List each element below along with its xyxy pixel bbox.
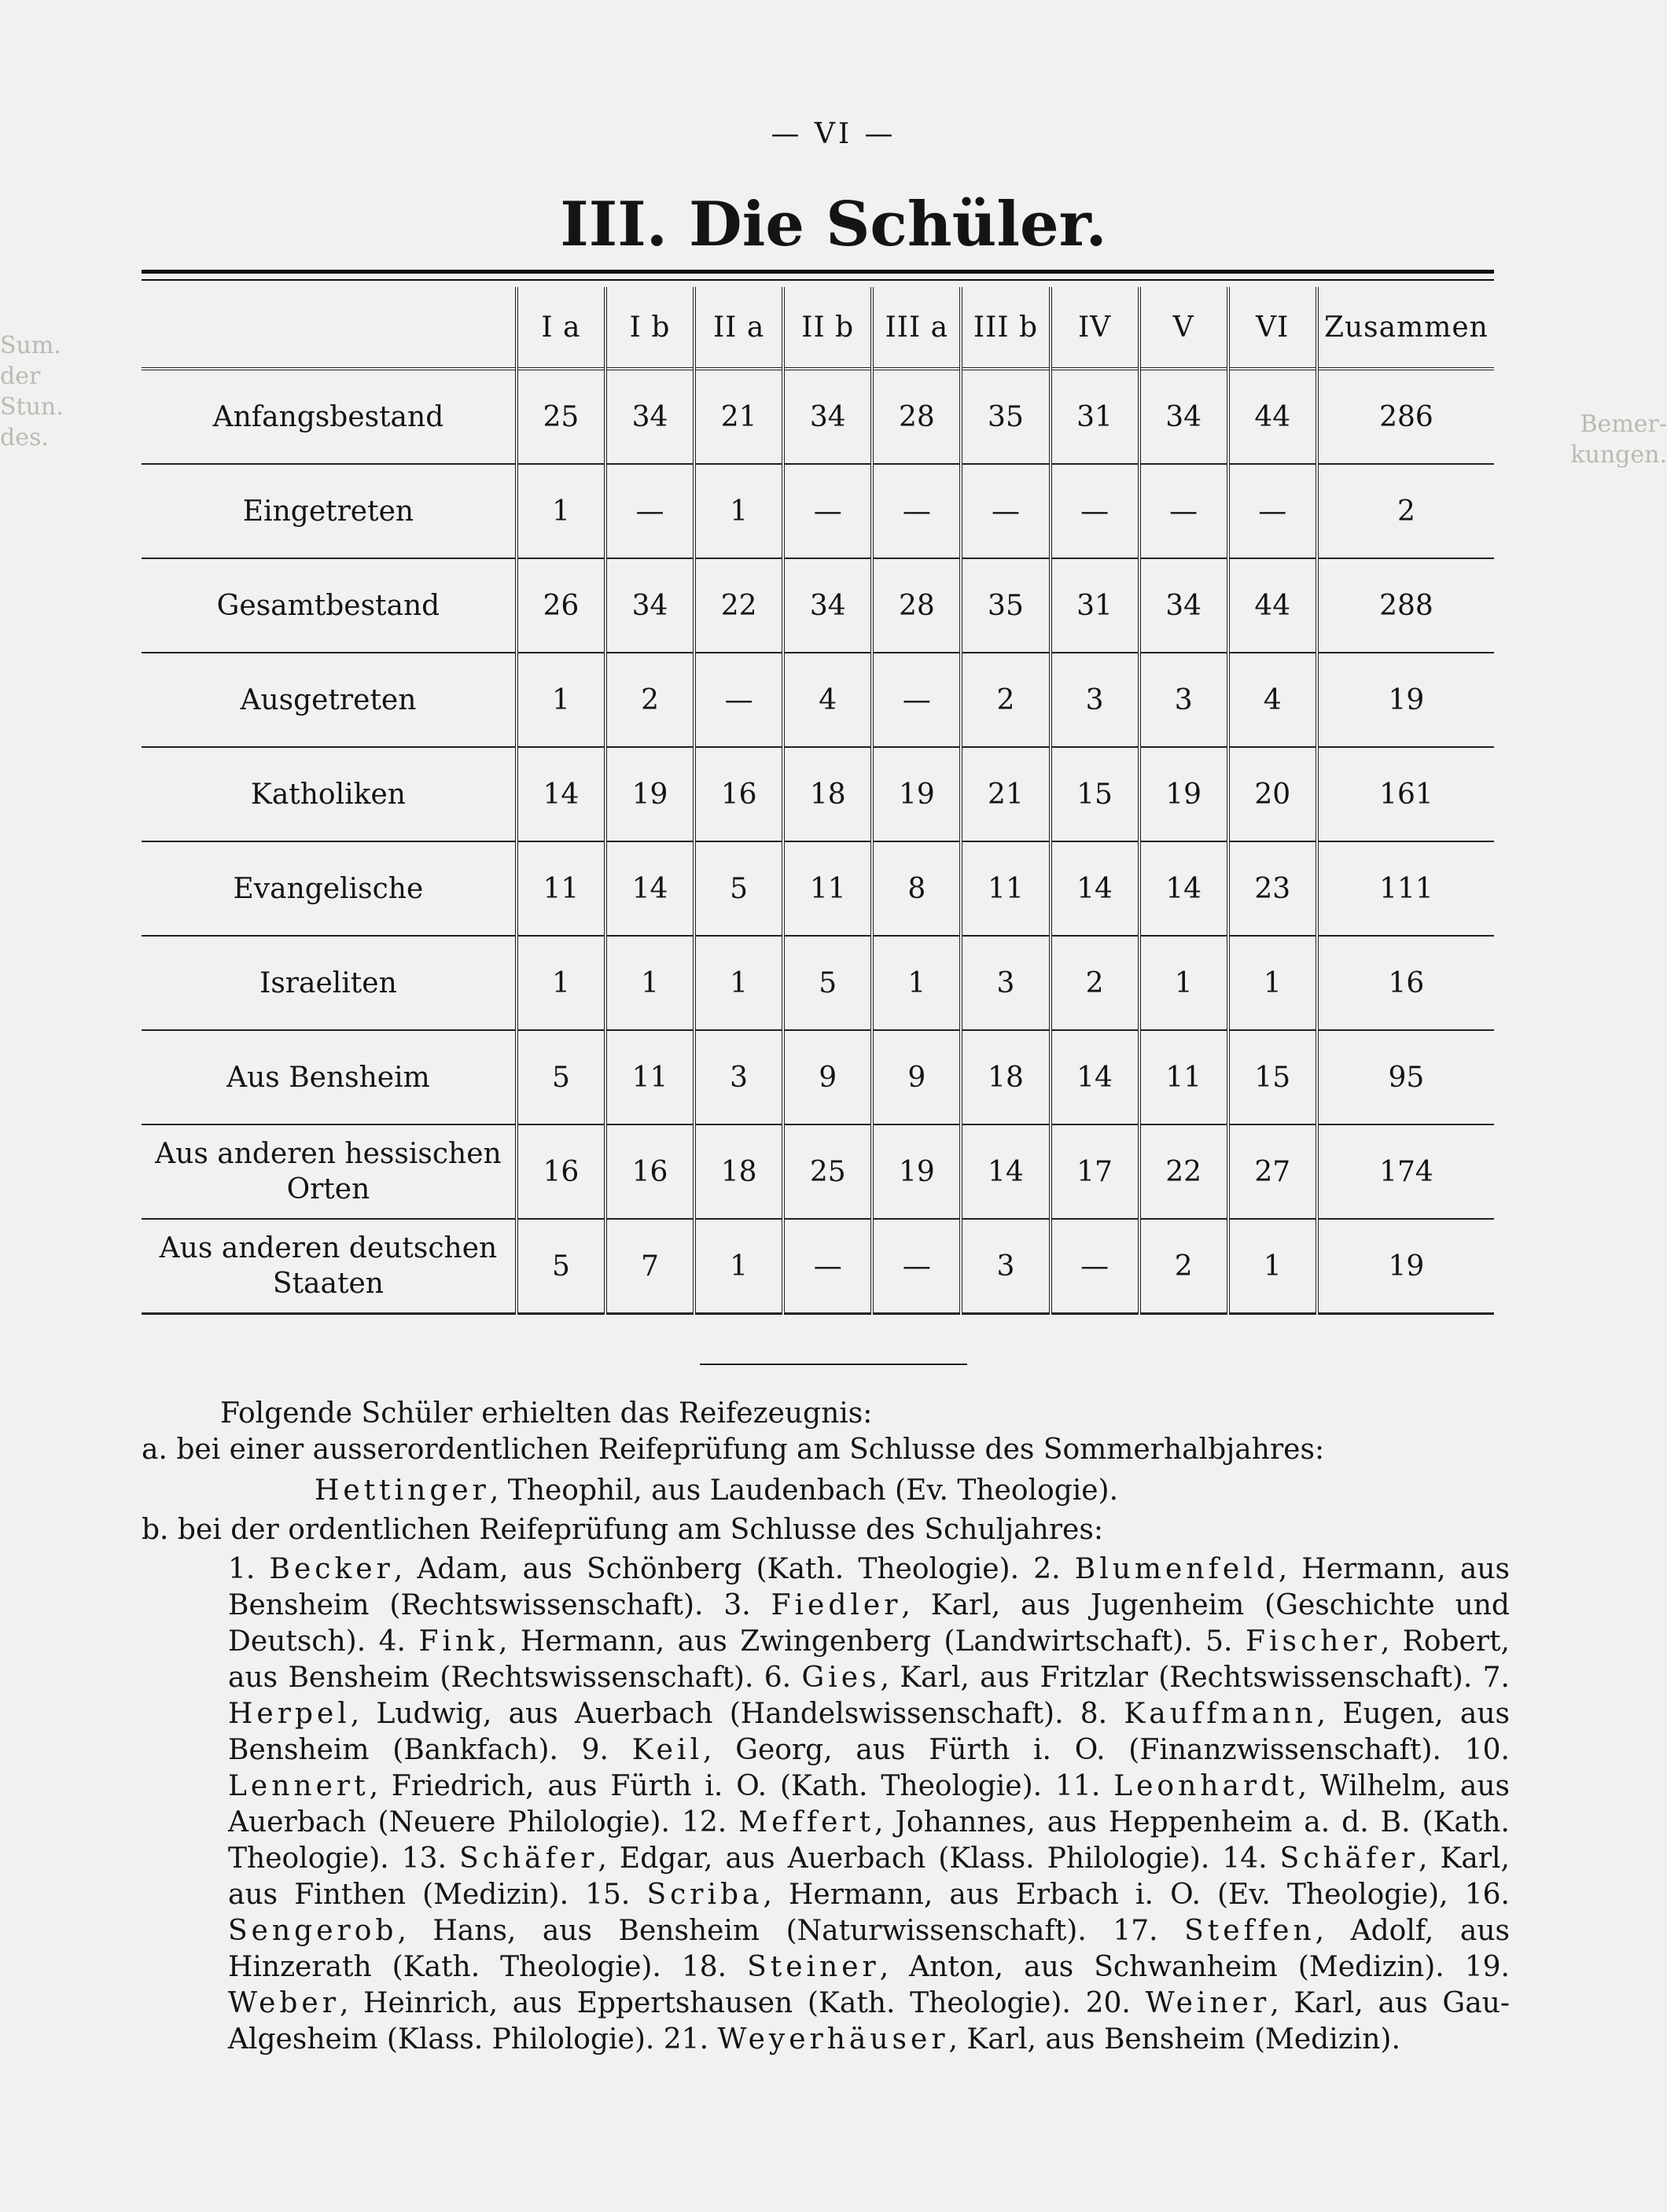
table-cell: 1 <box>694 1219 783 1314</box>
table-row <box>142 464 1494 558</box>
student-details: , Eugen, aus Bensheim (Bankfach). <box>228 1698 1510 1766</box>
reife-intro: Folgende Schüler erhielten das Reifezeugnis: <box>220 1397 873 1430</box>
column-header: I b <box>605 287 694 369</box>
table-cell: 35 <box>961 558 1050 653</box>
student-number: 5. <box>1205 1625 1233 1658</box>
table-cell: — <box>1228 464 1317 558</box>
table-cell: 31 <box>1051 369 1139 464</box>
student-details: , Adolf, aus Hinzerath (Kath. Theologie). <box>228 1915 1510 1983</box>
table-cell: 4 <box>783 653 872 747</box>
table-cell: — <box>1051 464 1139 558</box>
student-name: Scriba <box>646 1879 764 1911</box>
table-end-rule <box>700 1364 967 1365</box>
table-cell: 17 <box>1051 1124 1139 1219</box>
page-title: III. Die Schüler. <box>560 189 1107 260</box>
table-cell: 22 <box>1139 1124 1228 1219</box>
table-cell: — <box>783 464 872 558</box>
table-cell: 34 <box>783 369 872 464</box>
student-details: , Hermann, aus Erbach i. O. (Ev. Theologie), <box>763 1879 1448 1911</box>
student-name: Schäfer <box>459 1842 598 1875</box>
student-details: , Karl, aus Fritzlar (Rechtswissenschaft). <box>880 1662 1473 1694</box>
table-cell: 1 <box>517 936 605 1030</box>
table-cell: — <box>872 653 961 747</box>
table-cell: 2 <box>605 653 694 747</box>
student-name: Keil <box>631 1734 704 1766</box>
row-label: Gesamtbestand <box>216 589 440 622</box>
student-name: Schäfer <box>1279 1842 1419 1875</box>
table-cell: 1 <box>517 464 605 558</box>
table-cell: 2 <box>961 653 1050 747</box>
table-cell: 21 <box>961 747 1050 841</box>
student-number: 19. <box>1464 1951 1510 1983</box>
table-cell: 15 <box>1051 747 1139 841</box>
student-number: 7. <box>1482 1662 1510 1694</box>
student-number: 13. <box>401 1842 447 1875</box>
column-header: IV <box>1051 287 1139 369</box>
table-cell: 14 <box>1139 841 1228 936</box>
reife-section-b: b. bei der ordentlichen Reifeprüfung am Schlusse des Schuljahres: <box>142 1514 1103 1546</box>
table-cell: 16 <box>605 1124 694 1219</box>
table-cell: 21 <box>694 369 783 464</box>
table-cell: 3 <box>961 936 1050 1030</box>
table-cell: 3 <box>1051 653 1139 747</box>
student-name: Kauffmann <box>1124 1698 1317 1730</box>
table-row <box>142 653 1494 747</box>
table-cell: 16 <box>694 747 783 841</box>
student-name: Meffert <box>738 1806 875 1838</box>
row-total: 16 <box>1317 936 1494 1030</box>
table-cell: 2 <box>1139 1219 1228 1314</box>
student-name: Blumenfeld <box>1074 1553 1279 1585</box>
table-cell: 14 <box>1051 841 1139 936</box>
table-cell: — <box>872 1219 961 1314</box>
table-cell: — <box>605 464 694 558</box>
student-number: 15. <box>585 1879 631 1911</box>
table-cell: 19 <box>872 747 961 841</box>
table-cell: 2 <box>1051 936 1139 1030</box>
student-name: Lennert <box>228 1770 370 1802</box>
table-row <box>142 936 1494 1030</box>
table-cell: — <box>1051 1219 1139 1314</box>
student-name: Hettinger <box>315 1474 490 1507</box>
column-header: III b <box>961 287 1050 369</box>
table-cell: 3 <box>694 1030 783 1124</box>
student-number: 4. <box>378 1625 406 1658</box>
student-name: Weyerhäuser <box>717 2023 949 2056</box>
table-cell: 34 <box>783 558 872 653</box>
student-name: Steffen <box>1184 1915 1316 1947</box>
table-top-rule-thin <box>142 279 1494 281</box>
table-cell: 1 <box>1228 936 1317 1030</box>
table-cell: — <box>1139 464 1228 558</box>
table-cell: 22 <box>694 558 783 653</box>
table-cell: 11 <box>517 841 605 936</box>
student-number: 11. <box>1055 1770 1101 1802</box>
table-cell: — <box>961 464 1050 558</box>
table-cell: 27 <box>1228 1124 1317 1219</box>
table-cell: 9 <box>783 1030 872 1124</box>
student-details: , Heinrich, aus Eppertshausen (Kath. Theologie). <box>339 1987 1071 2019</box>
student-number: 21. <box>663 2023 709 2056</box>
table-cell: 5 <box>517 1030 605 1124</box>
table-cell: 19 <box>605 747 694 841</box>
student-name: Becker <box>269 1553 394 1585</box>
table-cell: — <box>694 653 783 747</box>
row-total: 111 <box>1317 841 1494 936</box>
student-name: Fischer <box>1245 1625 1381 1658</box>
table-cell: 16 <box>517 1124 605 1219</box>
table-cell: 11 <box>605 1030 694 1124</box>
student-name: Fink <box>418 1625 499 1658</box>
table-cell: 23 <box>1228 841 1317 936</box>
table-cell: 7 <box>605 1219 694 1314</box>
student-details: , Adam, aus Schönberg (Kath. Theologie). <box>393 1553 1020 1585</box>
row-total: 95 <box>1317 1030 1494 1124</box>
student-details: , Ludwig, aus Auerbach (Handelswissenschaft). <box>350 1698 1064 1730</box>
table-cell: 11 <box>783 841 872 936</box>
column-header: II a <box>694 287 783 369</box>
table-cell: 3 <box>1139 653 1228 747</box>
column-header: V <box>1139 287 1228 369</box>
reife-section-a-student <box>142 1473 1510 1509</box>
row-label: Evangelische <box>233 872 424 905</box>
column-header: VI <box>1228 287 1317 369</box>
table-top-rule <box>142 270 1494 274</box>
row-total: 174 <box>1317 1124 1494 1219</box>
table-cell: 11 <box>1139 1030 1228 1124</box>
student-details: , Hermann, aus Bensheim (Rechtswissenschaft). <box>228 1553 1510 1621</box>
table-cell: 18 <box>694 1124 783 1219</box>
student-name: Leonhardt <box>1113 1770 1298 1802</box>
table-cell: 44 <box>1228 369 1317 464</box>
student-number: 8. <box>1080 1698 1108 1730</box>
table-cell: 3 <box>961 1219 1050 1314</box>
table-row <box>142 558 1494 653</box>
table-cell: — <box>872 464 961 558</box>
table-cell: 14 <box>517 747 605 841</box>
row-label: Aus anderen deutschen Staaten <box>159 1232 498 1300</box>
column-header <box>142 287 517 369</box>
student-number: 9. <box>581 1734 609 1766</box>
row-total: 2 <box>1317 464 1494 558</box>
student-number: 17. <box>1113 1915 1158 1947</box>
reife-section-a: a. bei einer ausserordentlichen Reifeprüfung am Schlusse des Sommerhalbjahres: <box>142 1434 1325 1466</box>
student-number: 10. <box>1464 1734 1510 1766</box>
student-number: 18. <box>681 1951 727 1983</box>
student-details: , Karl, aus Finthen (Medizin). <box>228 1842 1511 1911</box>
column-header: II b <box>783 287 872 369</box>
student-details: , Anton, aus Schwanheim (Medizin). <box>879 1951 1444 1983</box>
row-label: Ausgetreten <box>240 683 417 716</box>
table-cell: 8 <box>872 841 961 936</box>
student-details: , Karl, aus Bensheim (Medizin). <box>948 2023 1400 2056</box>
table-cell: 14 <box>961 1124 1050 1219</box>
table-cell: 34 <box>1139 369 1228 464</box>
table-cell: 1 <box>517 653 605 747</box>
table-cell: 5 <box>694 841 783 936</box>
student-number: 16. <box>1464 1879 1510 1911</box>
row-total: 19 <box>1317 1219 1494 1314</box>
table-cell: 5 <box>517 1219 605 1314</box>
table-cell: 1 <box>1139 936 1228 1030</box>
table-cell: 25 <box>783 1124 872 1219</box>
student-name: Herpel <box>228 1698 351 1730</box>
row-label: Aus Bensheim <box>226 1061 430 1094</box>
table-cell: 18 <box>961 1030 1050 1124</box>
student-details: , Theophil, aus Laudenbach (Ev. Theologie). <box>489 1474 1119 1507</box>
row-total: 19 <box>1317 653 1494 747</box>
row-total: 286 <box>1317 369 1494 464</box>
table-row <box>142 1219 1494 1314</box>
table-cell: 14 <box>1051 1030 1139 1124</box>
student-details: , Robert, aus Bensheim (Rechtswissenschaft). <box>228 1625 1510 1694</box>
table-row <box>142 747 1494 841</box>
table-header-row <box>142 287 1494 369</box>
student-details: , Hans, aus Bensheim (Naturwissenschaft). <box>397 1915 1087 1947</box>
student-details: , Edgar, aus Auerbach (Klass. Philologie). <box>598 1842 1210 1875</box>
table-cell: 28 <box>872 369 961 464</box>
table-cell: 26 <box>517 558 605 653</box>
table-cell: 5 <box>783 936 872 1030</box>
column-header: III a <box>872 287 961 369</box>
bleed-through-left: Sum. der Stun. des. <box>0 332 64 451</box>
student-number: 3. <box>723 1589 751 1621</box>
table-cell: 1 <box>694 936 783 1030</box>
table-cell: 19 <box>1139 747 1228 841</box>
student-details: , Hermann, aus Zwingenberg (Landwirtschaft). <box>498 1625 1193 1658</box>
table-cell: 1 <box>694 464 783 558</box>
bleed-through-right: Bemer- kungen. <box>1570 410 1667 469</box>
table-cell: 1 <box>872 936 961 1030</box>
student-details: , Wilhelm, aus Auerbach (Neuere Philologie). <box>228 1770 1511 1838</box>
table-cell: 35 <box>961 369 1050 464</box>
student-number: 20. <box>1085 1987 1131 2019</box>
table-row <box>142 369 1494 464</box>
student-name: Gies <box>801 1662 881 1694</box>
table-cell: 25 <box>517 369 605 464</box>
table-cell: 34 <box>605 369 694 464</box>
row-label: Aus anderen hessischen Orten <box>155 1138 502 1205</box>
table-cell: 14 <box>605 841 694 936</box>
table-row <box>142 841 1494 936</box>
pupil-statistics-table <box>142 287 1494 1315</box>
row-label: Katholiken <box>250 778 406 811</box>
student-details: , Karl, aus Gau-Algesheim (Klass. Philologie). <box>228 1987 1511 2056</box>
table-cell: 44 <box>1228 558 1317 653</box>
table-cell: 18 <box>783 747 872 841</box>
row-label: Anfangsbestand <box>212 400 444 433</box>
row-label: Eingetreten <box>242 495 414 528</box>
row-total: 161 <box>1317 747 1494 841</box>
table-row <box>142 1030 1494 1124</box>
student-details: , Karl, aus Jugenheim (Geschichte und Deutsch). <box>228 1589 1510 1658</box>
table-cell: 34 <box>605 558 694 653</box>
student-details: , Georg, aus Fürth i. O. (Finanzwissenschaft). <box>703 1734 1441 1766</box>
column-header: I a <box>517 287 605 369</box>
table-cell: 20 <box>1228 747 1317 841</box>
student-number: 2. <box>1033 1553 1061 1585</box>
student-number: 6. <box>764 1662 792 1694</box>
student-details: , Johannes, aus Heppenheim a. d. B. (Kath. Theologie). <box>228 1806 1510 1875</box>
table-cell: 34 <box>1139 558 1228 653</box>
student-name: Fiedler <box>771 1589 902 1621</box>
table-cell: 28 <box>872 558 961 653</box>
table-cell: 1 <box>1228 1219 1317 1314</box>
student-number: 1. <box>228 1553 256 1585</box>
student-number: 14. <box>1222 1842 1268 1875</box>
table-cell: 19 <box>872 1124 961 1219</box>
row-total: 288 <box>1317 558 1494 653</box>
student-name: Sengerob <box>228 1915 398 1947</box>
student-details: , Friedrich, aus Fürth i. O. (Kath. Theologie). <box>369 1770 1043 1802</box>
table-cell: — <box>783 1219 872 1314</box>
row-label: Israeliten <box>259 966 397 999</box>
student-name: Weber <box>228 1987 340 2019</box>
table-cell: 11 <box>961 841 1050 936</box>
column-header: Zusammen <box>1317 287 1494 369</box>
student-number: 12. <box>682 1806 727 1838</box>
reifezeugnis-section <box>142 1396 1510 2058</box>
page-number: — VI — <box>771 118 896 150</box>
table-cell: 4 <box>1228 653 1317 747</box>
student-name: Weiner <box>1145 1987 1271 2019</box>
table-row <box>142 1124 1494 1219</box>
table-cell: 1 <box>605 936 694 1030</box>
student-name: Steiner <box>747 1951 880 1983</box>
table-cell: 15 <box>1228 1030 1317 1124</box>
table-cell: 31 <box>1051 558 1139 653</box>
table-cell: 9 <box>872 1030 961 1124</box>
student-list <box>142 1551 1510 2058</box>
